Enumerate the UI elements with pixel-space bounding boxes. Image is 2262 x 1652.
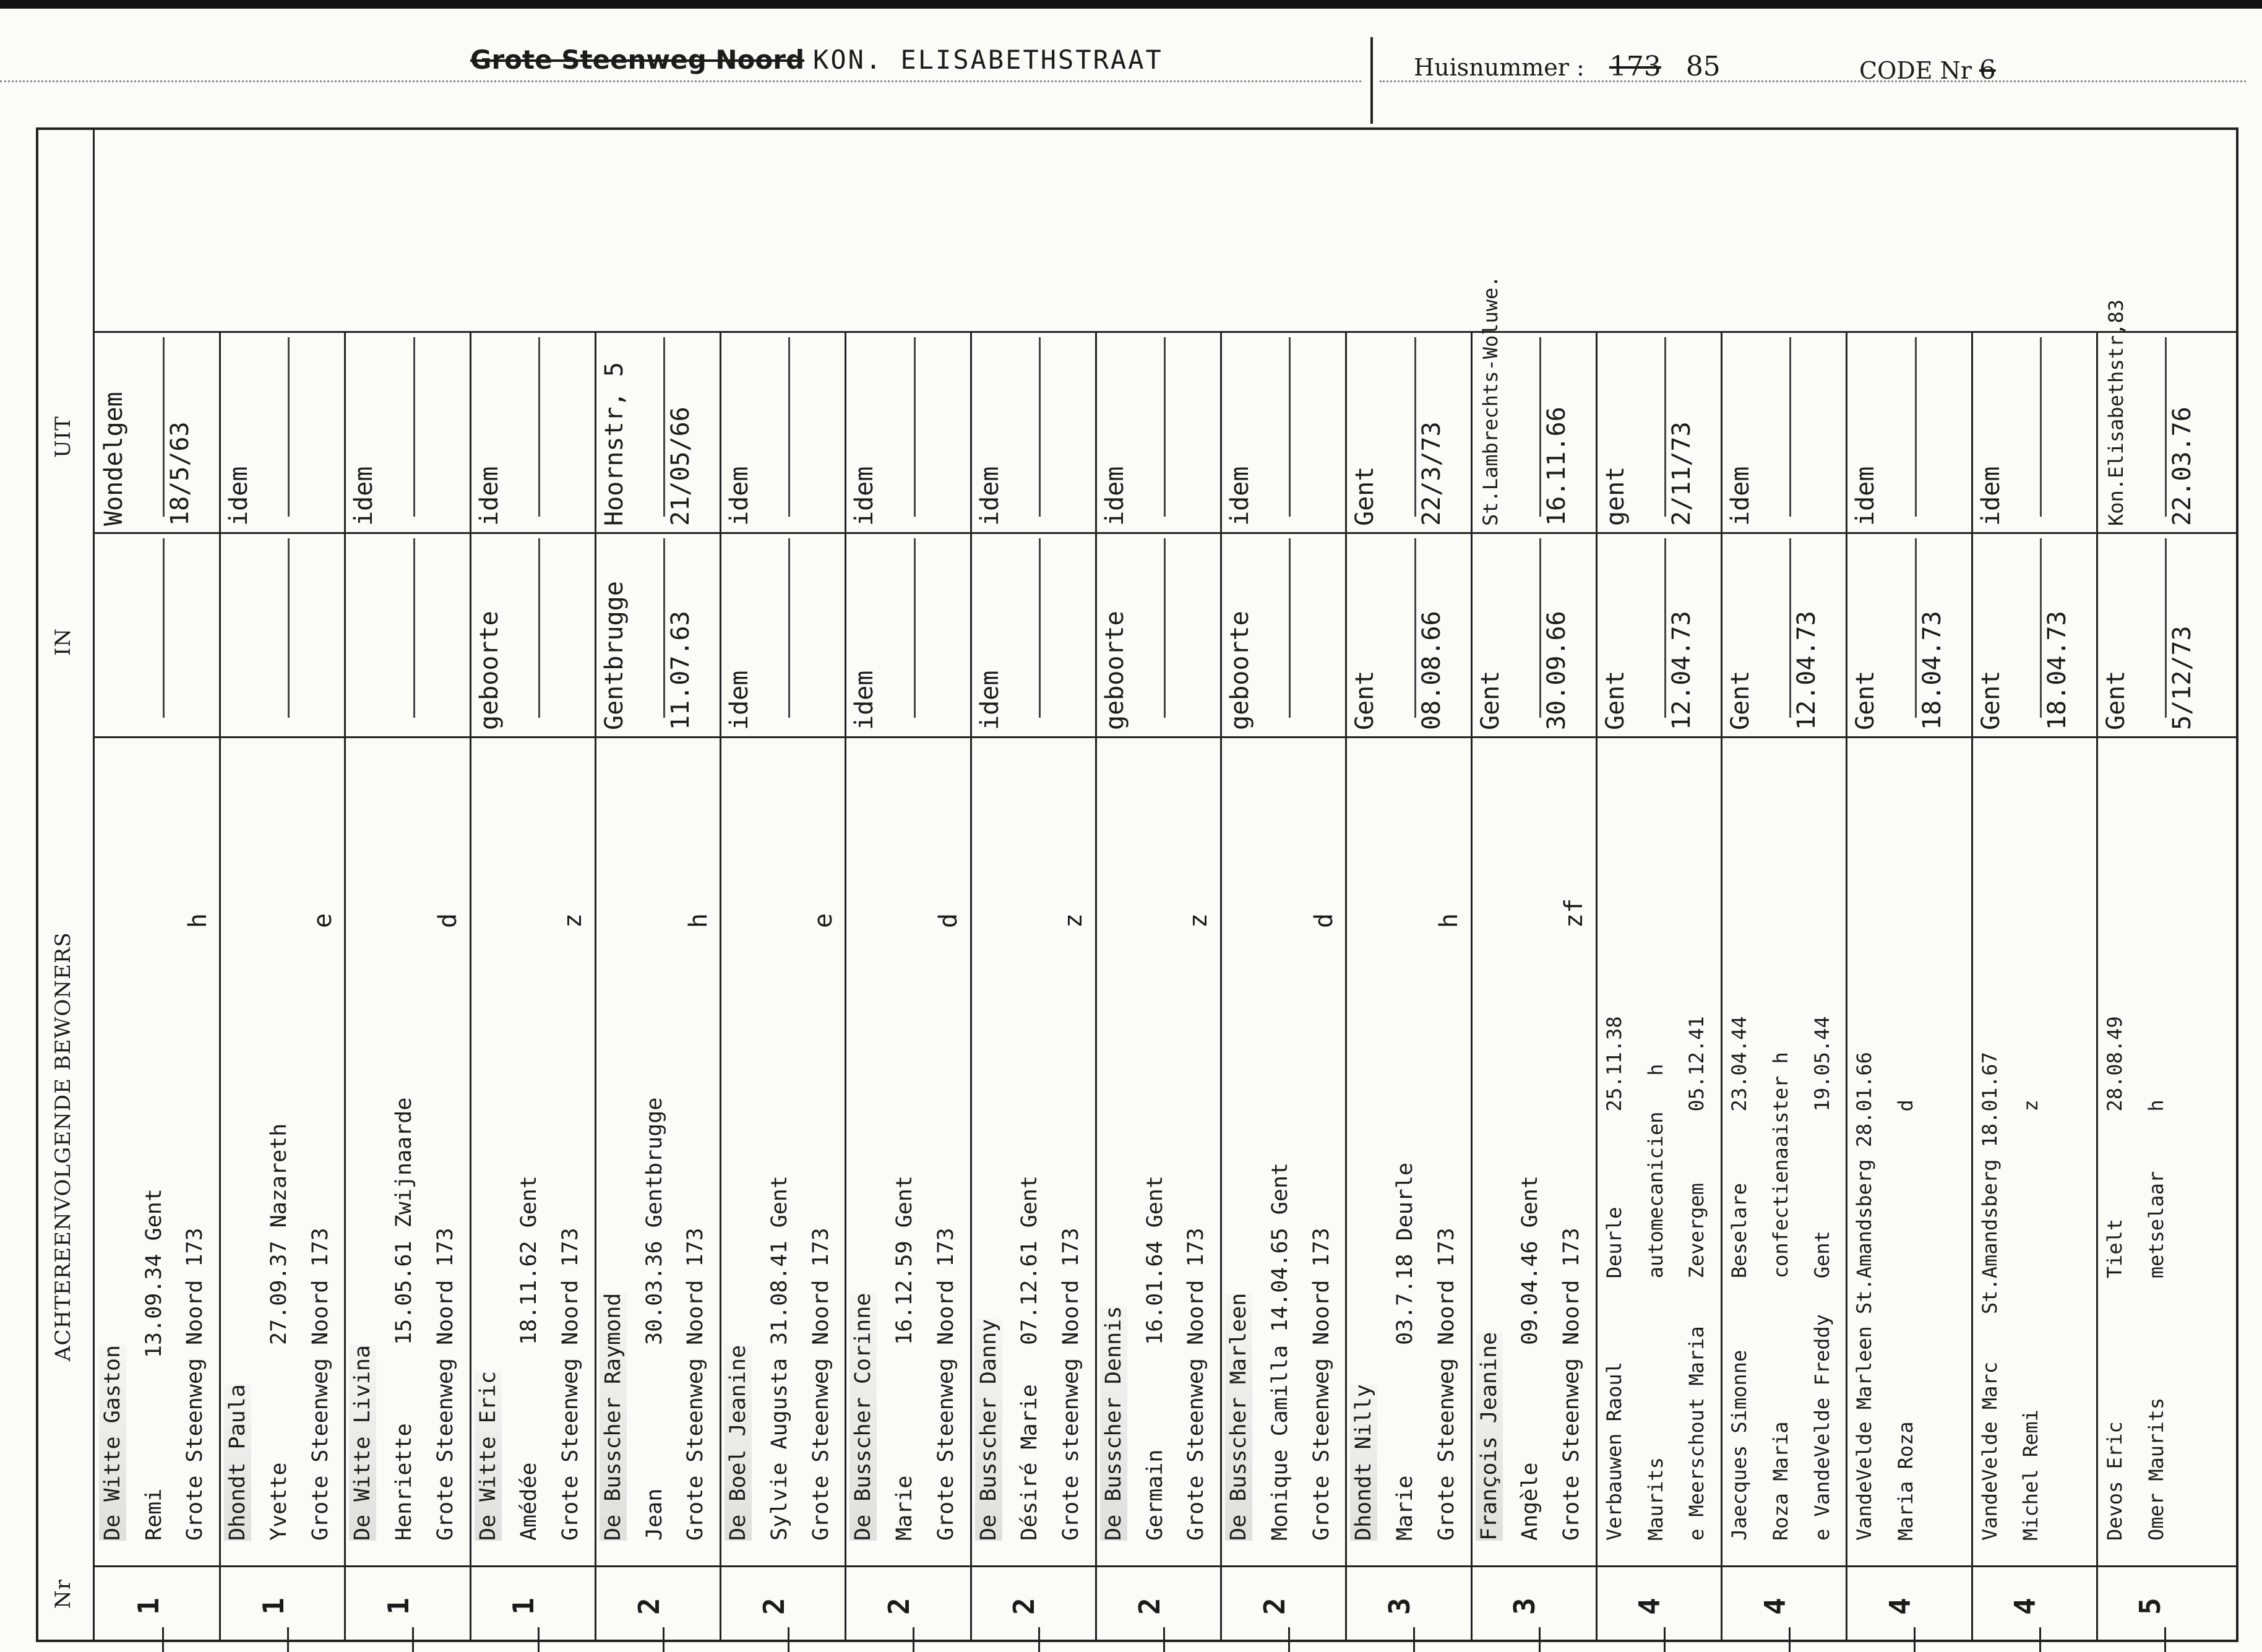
resident-details: Roza Maria confectienaaister h	[1768, 1052, 1792, 1541]
uit-place: idem	[475, 466, 504, 526]
resident-mark: h	[684, 913, 713, 928]
resident-mark: d	[934, 913, 963, 928]
row-number: 4	[2008, 1598, 2042, 1615]
in-place: geboorte	[1100, 611, 1129, 730]
resident-address: Grote Steenweg Noord 173	[1309, 1228, 1334, 1541]
resident-address: e VandeVelde Freddy Gent 19.05.44	[1810, 1016, 1834, 1541]
grid-line	[1289, 538, 1291, 718]
grid-line	[914, 538, 916, 718]
resident-name: VandeVelde Marc St.Amandsberg 18.01.67	[1977, 1052, 2002, 1541]
grid-line	[1539, 337, 1541, 517]
row-number: 4	[1633, 1598, 1667, 1615]
resident-address: Grote Steenweg Noord 173	[683, 1228, 708, 1541]
resident-name: De Busscher Danny	[976, 1319, 1001, 1541]
resident-address: Grote Steenweg Noord 173	[307, 1228, 333, 1541]
resident-mark: z	[559, 913, 588, 928]
grid-line	[1721, 331, 1722, 1642]
resident-mark: e	[809, 913, 838, 928]
resident-details: Maurits automecanicien h	[1643, 1064, 1667, 1541]
grid-line	[1915, 337, 1917, 517]
grid-line	[538, 337, 540, 517]
grid-line	[1596, 331, 1598, 1642]
in-place: Gent	[2101, 670, 2130, 730]
in-place: Gent	[1476, 670, 1505, 730]
row-number: 3	[1383, 1598, 1417, 1615]
row-number: 1	[507, 1598, 541, 1615]
in-place: Gent	[1976, 670, 2005, 730]
grid-line	[1539, 538, 1541, 718]
grid-line	[1414, 337, 1416, 517]
row-tick	[1789, 1627, 1791, 1652]
resident-details: Germain 16.01.64 Gent	[1142, 1175, 1168, 1541]
grid-line	[93, 127, 95, 1642]
code-label: CODE Nr	[1859, 57, 1972, 84]
column-residents: ACHTEREENVOLGENDE BEWONERS	[51, 932, 75, 1361]
grid-line	[413, 538, 415, 718]
row-tick	[162, 1627, 164, 1652]
in-date: 12.04.73	[1667, 611, 1696, 730]
grid-line	[2040, 538, 2042, 718]
resident-name: Jaecques Simonne Beselare 23.04.44	[1727, 1016, 1752, 1541]
grid-line	[595, 331, 596, 1642]
grid-line	[93, 331, 2238, 333]
resident-name: Dhondt Paula	[225, 1384, 251, 1541]
row-tick	[538, 1627, 540, 1652]
grid-line	[2165, 538, 2167, 718]
row-number: 1	[256, 1598, 290, 1615]
resident-details: Désiré Marie 07.12.61 Gent	[1017, 1175, 1043, 1541]
header-dotted-line	[0, 80, 1361, 82]
in-place: idem	[975, 670, 1004, 730]
uit-date: 2/11/73	[1667, 421, 1696, 526]
grid-line	[413, 337, 415, 517]
grid-line	[788, 538, 790, 718]
house-number-new: 85	[1685, 51, 1721, 82]
uit-place: Kon.Elisabethstr,83	[2104, 299, 2128, 526]
row-number: 3	[1508, 1598, 1542, 1615]
resident-address: Grote Steenweg Noord 173	[1184, 1228, 1209, 1541]
grid-line	[1345, 331, 1347, 1642]
resident-address: Grote Steenweg Noord 173	[808, 1228, 833, 1541]
resident-name: De Witte Gaston	[100, 1344, 125, 1541]
row-number: 2	[1132, 1598, 1166, 1615]
resident-name: De Witte Eric	[475, 1371, 501, 1541]
grid-line	[1039, 538, 1041, 718]
resident-mark: h	[1434, 913, 1463, 928]
uit-place: idem	[1100, 466, 1129, 526]
resident-name: François Jeanine	[1476, 1331, 1502, 1541]
in-place: geboorte	[475, 611, 504, 730]
grid-line	[288, 538, 290, 718]
resident-details: Henriette 15.05.61 Zwijnaarde	[392, 1097, 417, 1541]
row-tick	[1288, 1627, 1290, 1652]
resident-address: Grote Steenweg Noord 173	[558, 1228, 583, 1541]
row-number: 5	[2133, 1598, 2167, 1615]
grid-line	[1915, 538, 1917, 718]
uit-place: idem	[1226, 466, 1255, 526]
grid-line	[470, 331, 471, 1642]
resident-mark: d	[1309, 913, 1338, 928]
row-tick	[1664, 1627, 1666, 1652]
row-tick	[1914, 1627, 1916, 1652]
resident-address: Grote Steenweg Noord 173	[933, 1228, 958, 1541]
resident-address: Grote Steenweg Noord 173	[1434, 1228, 1459, 1541]
uit-place: idem	[975, 466, 1004, 526]
in-date: 30.09.66	[1542, 611, 1571, 730]
resident-details: Sylvie Augusta 31.08.41 Gent	[767, 1175, 792, 1541]
row-number: 2	[882, 1598, 916, 1615]
in-place: Gentbrugge	[600, 581, 629, 730]
row-tick	[788, 1627, 789, 1652]
row-tick	[913, 1627, 914, 1652]
resident-name: Verbauwen Raoul Deurle 25.11.38	[1602, 1016, 1626, 1541]
row-number: 1	[382, 1598, 416, 1615]
code-value: 6	[1979, 54, 1996, 85]
resident-details: Amédée 18.11.62 Gent	[517, 1175, 542, 1541]
in-place: Gent	[1601, 670, 1630, 730]
header-separator	[1370, 37, 1373, 124]
in-date: 18.04.73	[2042, 611, 2071, 730]
house-number	[1414, 51, 1721, 82]
row-tick	[2164, 1627, 2166, 1652]
resident-address: Grote Steenweg Noord 173	[1559, 1228, 1585, 1541]
uit-place: idem	[1726, 466, 1755, 526]
row-number: 2	[632, 1598, 666, 1615]
grid-line	[538, 538, 540, 718]
resident-mark: z	[1184, 913, 1213, 928]
grid-line	[1164, 337, 1166, 517]
row-number: 4	[1883, 1598, 1917, 1615]
resident-details: Yvette 27.09.37 Nazareth	[266, 1123, 291, 1541]
grid-line	[970, 331, 972, 1642]
row-number: 2	[1257, 1598, 1291, 1615]
grid-line	[93, 532, 2238, 534]
uit-place: Gent	[1351, 466, 1380, 526]
grid-line	[2165, 337, 2167, 517]
grid-line	[845, 331, 846, 1642]
grid-line	[1471, 331, 1473, 1642]
row-tick	[1539, 1627, 1541, 1652]
row-tick	[412, 1627, 414, 1652]
in-date: 08.08.66	[1417, 611, 1446, 730]
grid-line	[2040, 337, 2042, 517]
in-place: Gent	[1726, 670, 1755, 730]
grid-line	[219, 331, 221, 1642]
row-tick	[1038, 1627, 1040, 1652]
resident-address: Grote Steenweg Noord 173	[432, 1228, 458, 1541]
resident-details: Monique Camilla 14.04.65 Gent	[1267, 1162, 1292, 1541]
resident-details: Angèle 09.04.46 Gent	[1518, 1175, 1543, 1541]
resident-mark: e	[308, 913, 337, 928]
uit-date: 16.11.66	[1542, 407, 1571, 526]
resident-name: De Busscher Raymond	[600, 1293, 626, 1541]
grid-line	[1164, 538, 1166, 718]
resident-mark: d	[434, 913, 463, 928]
uit-place: idem	[725, 466, 754, 526]
resident-address: Grote Steenweg Noord 173	[183, 1228, 208, 1541]
grid-line	[1095, 331, 1097, 1642]
column-nr: Nr	[51, 1578, 75, 1609]
grid-line	[1789, 538, 1791, 718]
resident-details: Michel Remi z	[2019, 1099, 2043, 1541]
uit-place: gent	[1601, 466, 1630, 526]
resident-address: e Meerschout Maria Zevergem 05.12.41	[1685, 1016, 1709, 1541]
resident-name: Dhondt Nilly	[1351, 1384, 1377, 1541]
grid-line	[1971, 331, 1973, 1642]
row-tick	[1413, 1627, 1415, 1652]
in-place: Gent	[1851, 670, 1880, 730]
street-header	[470, 45, 1163, 75]
resident-details: Omer Maurits metselaar h	[2144, 1099, 2168, 1541]
in-place: idem	[850, 670, 879, 730]
uit-date: 18/5/63	[166, 421, 195, 526]
row-number: 2	[757, 1598, 791, 1615]
column-in: IN	[51, 627, 75, 656]
grid-line	[788, 337, 790, 517]
uit-place: St.Lambrechts-Woluwe.	[1478, 275, 1502, 526]
resident-mark: h	[183, 913, 212, 928]
resident-details: Remi 13.09.34 Gent	[141, 1189, 166, 1541]
resident-name: De Busscher Corinne	[851, 1293, 876, 1541]
row-tick	[287, 1627, 289, 1652]
resident-name: De Busscher Dennis	[1101, 1306, 1126, 1541]
row-number: 2	[1007, 1598, 1041, 1615]
in-place: Gent	[1351, 670, 1380, 730]
grid-line	[1664, 337, 1666, 517]
grid-line	[1220, 331, 1222, 1642]
grid-line	[344, 331, 346, 1642]
grid-line	[93, 1565, 2238, 1567]
street-new: KON. ELISABETHSTRAAT	[813, 45, 1163, 75]
uit-date: 21/05/66	[666, 407, 695, 526]
grid-line	[163, 538, 165, 718]
grid-line	[1664, 538, 1666, 718]
resident-mark: zf	[1560, 898, 1589, 928]
grid-line	[1789, 337, 1791, 517]
resident-details: Jean 30.03.36 Gentbrugge	[642, 1097, 667, 1541]
resident-name: De Witte Livina	[350, 1344, 376, 1541]
grid-line	[163, 337, 165, 517]
in-place: geboorte	[1226, 611, 1255, 730]
grid-line	[1039, 337, 1041, 517]
house-number-label: Huisnummer :	[1414, 54, 1585, 81]
top-border	[0, 0, 2262, 9]
uit-place: Wondelgem	[100, 392, 128, 526]
code-number	[1859, 54, 1996, 85]
resident-details: Maria Roza d	[1894, 1099, 1918, 1541]
grid-line	[2096, 331, 2098, 1642]
grid-line	[288, 337, 290, 517]
row-tick	[663, 1627, 664, 1652]
resident-details: Marie 16.12.59 Gent	[892, 1175, 918, 1541]
grid-line	[663, 337, 665, 517]
uit-date: 22/3/73	[1417, 421, 1446, 526]
in-place: idem	[725, 670, 754, 730]
resident-address: Grote steenweg Noord 173	[1059, 1228, 1084, 1541]
grid-line	[663, 538, 665, 718]
uit-place: idem	[350, 466, 379, 526]
in-date: 11.07.63	[666, 611, 695, 730]
resident-name: VandeVelde Marleen St.Amandsberg 28.01.66	[1852, 1052, 1877, 1541]
resident-name: De Busscher Marleen	[1226, 1293, 1252, 1541]
column-uit: UIT	[51, 416, 75, 458]
in-date: 5/12/73	[2168, 626, 2197, 730]
grid-line	[914, 337, 916, 517]
resident-details: Marie 03.7.18 Deurle	[1393, 1162, 1418, 1541]
house-number-old: 173	[1609, 51, 1661, 82]
uit-place: idem	[850, 466, 879, 526]
uit-place: idem	[225, 466, 254, 526]
grid-line	[1846, 331, 1847, 1642]
in-date: 12.04.73	[1792, 611, 1821, 730]
in-date: 18.04.73	[1917, 611, 1946, 730]
uit-place: Hoornstr, 5	[600, 362, 629, 526]
uit-place: idem	[1851, 466, 1880, 526]
row-tick	[2039, 1627, 2041, 1652]
grid-line	[93, 736, 2238, 738]
grid-line	[720, 331, 721, 1642]
resident-name: Devos Eric Tielt 28.08.49	[2102, 1016, 2127, 1541]
uit-place: idem	[1976, 466, 2005, 526]
row-tick	[1163, 1627, 1165, 1652]
uit-date: 22.03.76	[2168, 407, 2197, 526]
grid-line	[1414, 538, 1416, 718]
resident-name: De Boel Jeanine	[726, 1344, 751, 1541]
street-old: Grote Steenweg Noord	[470, 45, 805, 75]
resident-mark: z	[1059, 913, 1088, 928]
row-number: 4	[1758, 1598, 1792, 1615]
row-number: 1	[131, 1598, 165, 1615]
grid-line	[1289, 337, 1291, 517]
